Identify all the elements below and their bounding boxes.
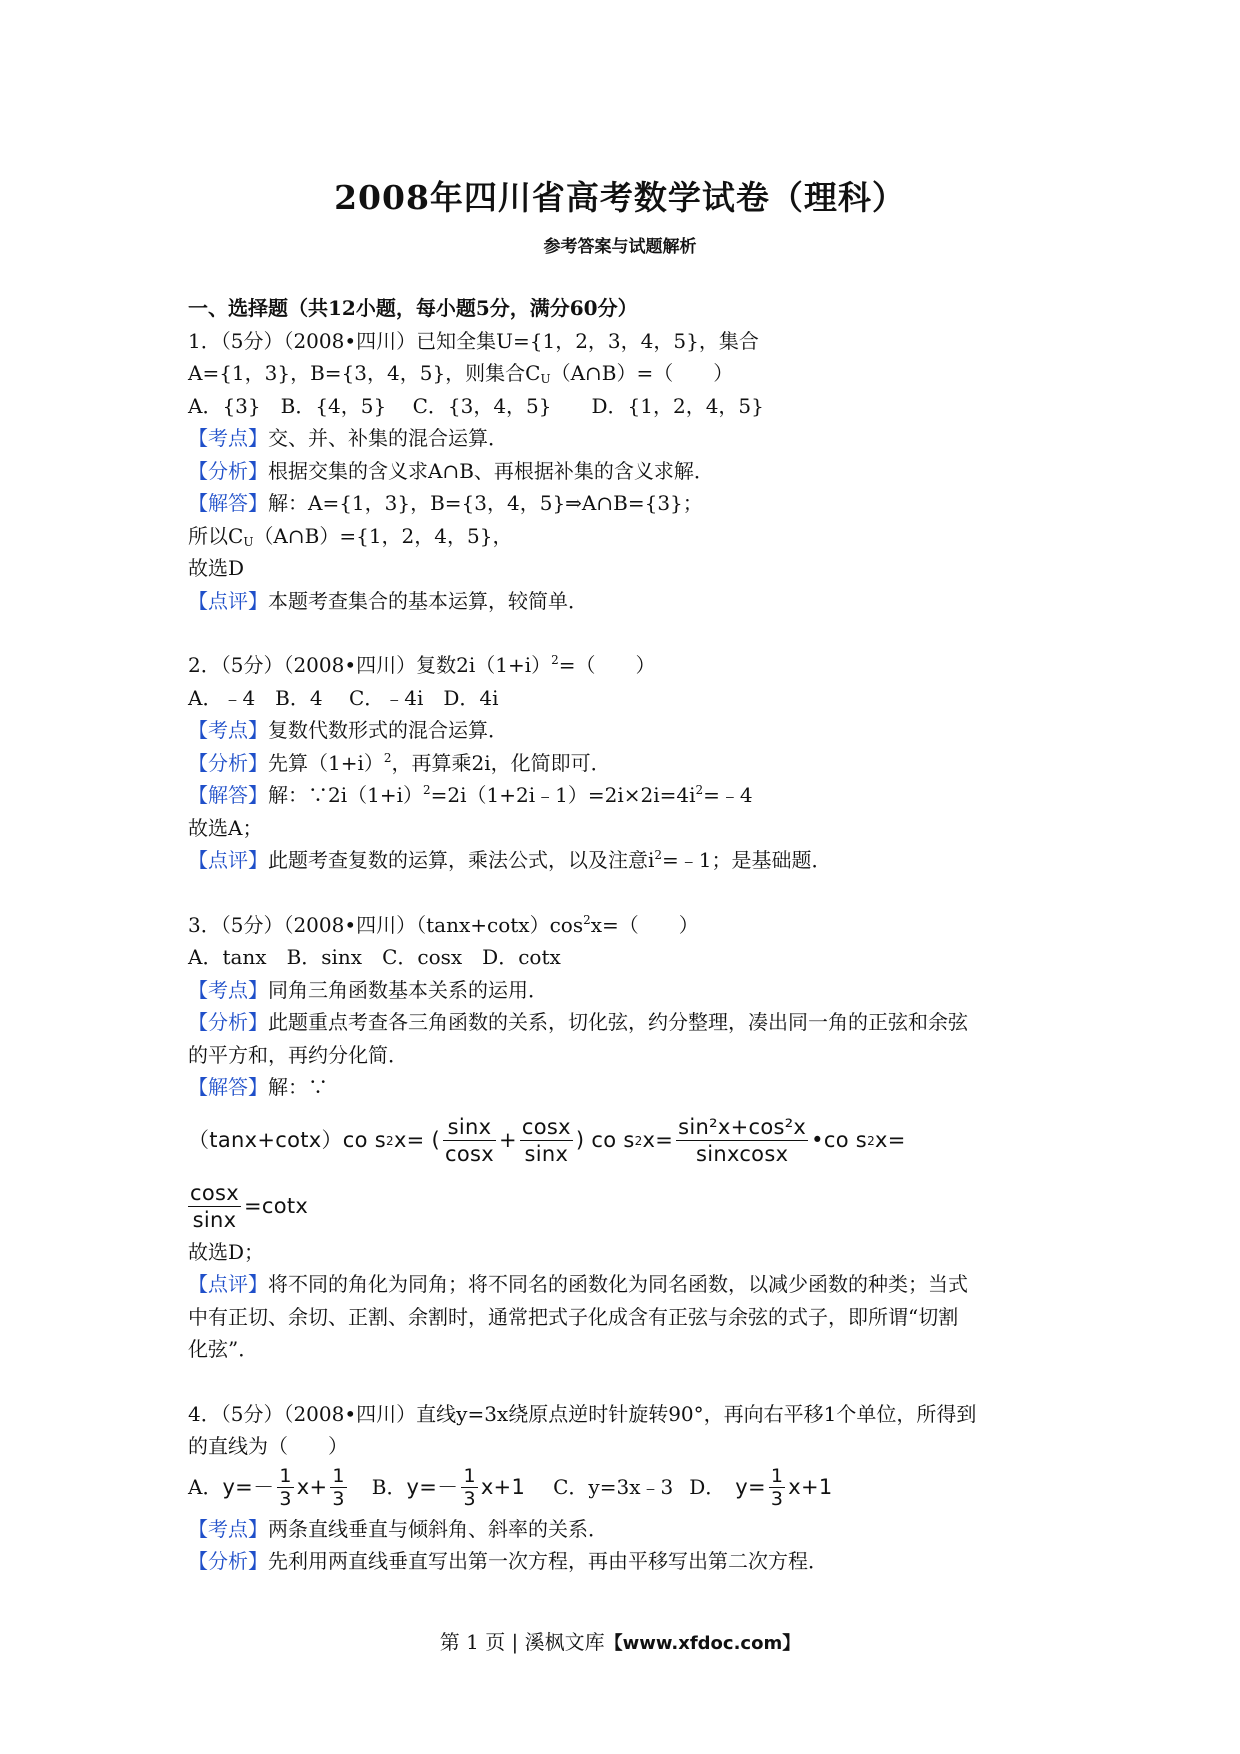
q1-stem-line1: 1．（5分）（2008•四川）已知全集U={1，2，3，4，5}，集合 [188,328,759,353]
q1-solution-line: 所以$C_U(A\cap B)=\{1$，2，4，5}， [188,523,513,549]
q3-fenxi-line1: 【分析】此题重点考查各三角函数的关系，切化弦，约分整理，凑出同一角的正弦和余弦 [188,1010,968,1034]
fraction: $\frac{1}{3}$ [770,1465,784,1510]
q2-fenxi: 【分析】先算$(1+i)^2$，再算乘2i，化简即可． [188,750,611,775]
q2-options: A．﹣4 B．4 C．﹣4i D．4i [188,685,499,710]
q3-jieda: 【解答】解：∵ [188,1075,328,1099]
q1-dianping: 【点评】本题考查集合的基本运算，较简单． [188,588,588,613]
page-subtitle: 参考答案与试题解析 [543,237,697,257]
q2-answer: 故选A； [188,815,263,840]
q2-stem: 2．（5分）（2008•四川）复数$2i(1+i)^2=$（ ） [188,653,656,677]
q1-answer: 故选D [188,556,245,580]
fraction: $\frac{1}{3}$ [279,1465,292,1510]
q1-jieda: 【解答】解：A={1，3}，B={3，4，5}⇒A∩B={3}； [188,491,703,515]
fraction: $\frac{1}{3}$ [332,1465,345,1510]
q2-jieda: 【解答】解：$\because 2i(1+i)^2=2i(1+2i﹣1)=2i\times 2i=4i^2=﹣4$ [188,783,753,807]
footer-site-link[interactable]: 【www.xfdoc.com】 [604,1633,801,1654]
q3-formula-main: （tanx+cotx）co s 2 x= ( $\frac{\sin x}{\cos x}$ + $\frac{\cos x}{\sin x}$ ) co s 2 x= $\frac{\text{sin²x+cos²x}}{\text{sinxcosx}}$ •co s 2 x= [188,1115,906,1166]
page-title: 2008年四川省高考数学试卷（理科） [334,178,906,217]
fraction: $\frac{1}{3}$ [463,1465,476,1510]
q3-kaodian: 【考点】同角三角函数基本关系的运用． [188,977,548,1002]
fraction: $\frac{\cos x}{\sin x}$ [521,1115,571,1166]
q4-stem-line1: 4．（5分）（2008•四川）直线y=3x绕原点逆时针旋转90°，再向右平移1个单位，所得到 [188,1401,977,1426]
jieda-tag: 【解答】 [188,491,268,515]
kaodian-tag: 【考点】 [188,426,268,450]
document-body [188,292,1058,1578]
section-heading: 一、选择题（共12小题，每小题5分，满分60分） [188,296,638,320]
q1-stem-line2: A={1，3}，B={3，4，5}，则集合$C_U(A\cap B)=$（ ） [188,361,734,386]
q4-fenxi: 【分析】先利用两直线垂直写出第一次方程，再由平移写出第二次方程． [188,1549,828,1573]
q3-fenxi-line2: 的平方和，再约分化简． [188,1042,408,1067]
fraction: $\frac{\cos x}{\sin x}$ [190,1181,239,1232]
q2-dianping: 【点评】此题考查复数的运算，乘法公式，以及注意$i^2=﹣1$；是基础题． [188,848,832,872]
q3-dianping-line2: 中有正切、余切、正割、余割时，通常把式子化成含有正弦与余弦的式子，即所谓“切割 [188,1304,959,1329]
q1-options: A．{3} B．{4，5} C．{3，4，5} D．{1，2，4，5} [188,393,764,418]
page-footer [0,1626,1240,1655]
fraction: $\frac{\text{sin²x+cos²x}}{\text{sinxcosx}}$ [678,1115,807,1166]
q3-options: A．tanx B．sinx C．cosx D．cotx [188,945,561,969]
dianping-tag: 【点评】 [188,588,268,613]
q3-dianping-line3: 化弦”． [188,1337,259,1361]
q4-options: A． y=－ $\frac{1}{3}$ x+ $\frac{1}{3}$ B． y=－ $\frac{1}{3}$ x+1 C．y=3x﹣3 D． y= $\frac{1}{3}$ x+1 [188,1465,833,1510]
q3-dianping-line1: 【点评】将不同的角化为同角；将不同名的函数化为同名函数，以减少函数的种类；当式 [188,1272,968,1296]
q4-kaodian: 【考点】两条直线垂直与倾斜角、斜率的关系． [188,1516,608,1541]
q1-fenxi: 【分析】根据交集的含义求A∩B、再根据补集的含义求解． [188,458,714,483]
q3-answer: 故选D； [188,1239,265,1264]
fraction: $\frac{\sin x}{\cos x}$ [445,1115,495,1166]
q1-kaodian: 【考点】交、并、补集的混合运算． [188,426,508,450]
q2-kaodian: 【考点】复数代数形式的混合运算． [188,718,508,742]
footer-page-label: 第 1 页 | 溪枫文库 [439,1630,605,1654]
q4-stem-line2: 的直线为（ ） [188,1434,348,1458]
q3-stem: 3．（5分）（2008•四川）$(\tan x+\cot x)\cos^2x=$（ ） [188,912,699,937]
fenxi-tag: 【分析】 [188,458,268,483]
q3-formula-result: $\frac{\cos x}{\sin x}$ =cotx [190,1181,309,1232]
